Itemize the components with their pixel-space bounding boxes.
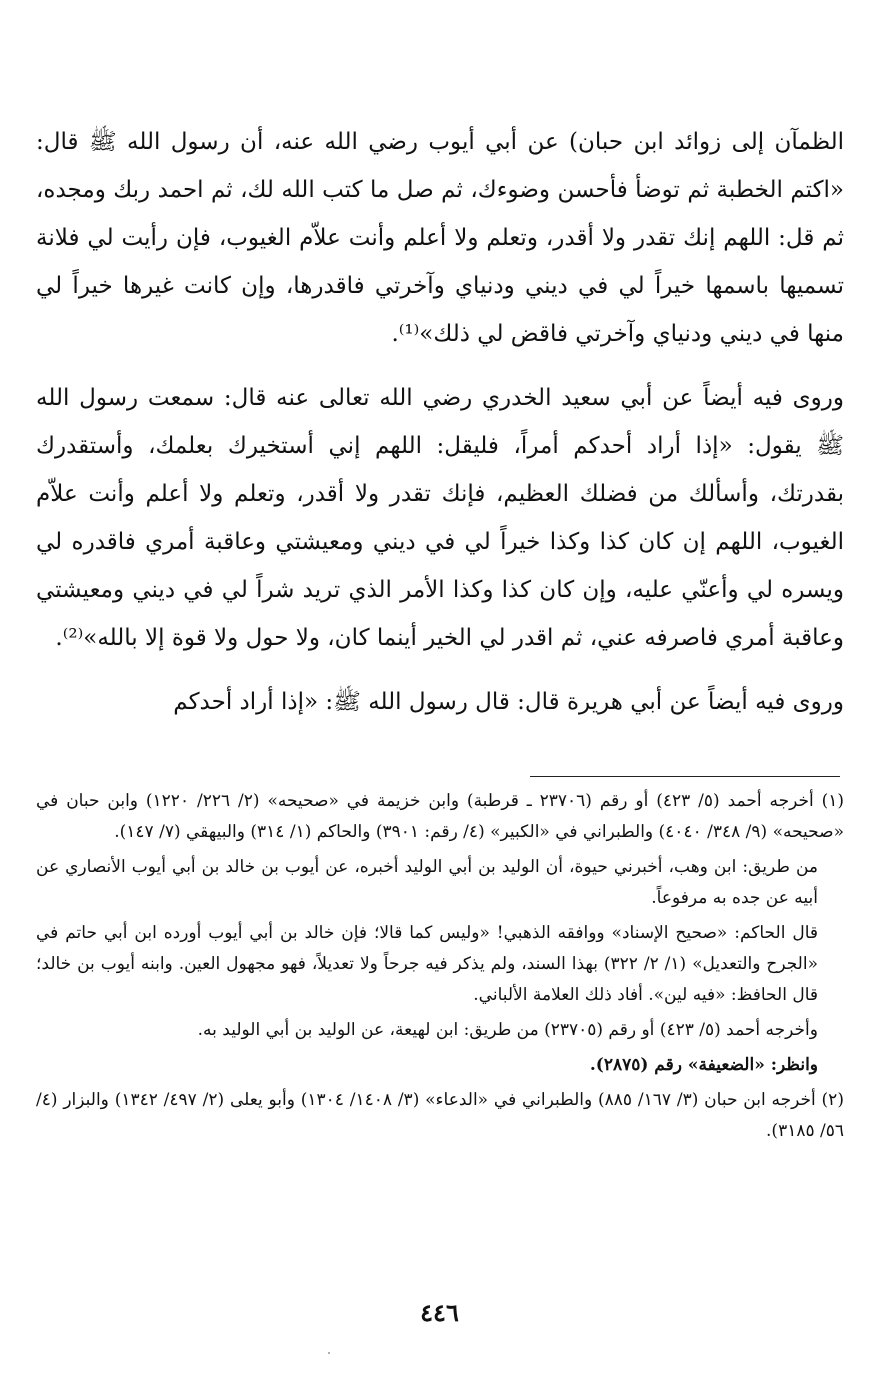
paragraph-2: وروى فيه أيضاً عن أبي سعيد الخدري رضي الله تعالى عنه قال: سمعت رسول الله ﷺ يقول: «إذا أراد أحدكم أمراً، فليقل: اللهم إني أستخيرك بعلمك، وأستقدرك بقدرتك، وأسألك من فضلك العظيم، فإنك تقدر ولا أقدر، وتعلم ولا أعلم وأنت علاّم الغيوب، اللهم إن كان كذا وكذا خيراً لي في ديني ومعيشتي وعاقبة أمري فاقدره لي ويسره لي وأعنّي عليه، وإن كان كذا وكذا الأمر الذي تريد شراً لي في ديني ومعيشتي وعاقبة أمري فاصرفه عني، ثم اقدر لي الخير أينما كان، ولا حول ولا قوة إلا بالله»⁽²⁾. xyxy=(36,385,844,651)
page-number: ٤٤٦ xyxy=(420,1298,459,1327)
footnote-1-see-also: وانظر: «الضعيفة» رقم (٢٨٧٥). xyxy=(589,1055,818,1075)
footnote-1: (١) أخرجه أحمد (٥/ ٤٢٣) أو رقم (٢٣٧٠٦ ـ قرطبة) وابن خزيمة في «صحيحه» (٢/ ٢٢٦/ ١٢٢٠) وابن حبان في «صحيحه» (٩/ ٣٤٨/ ٤٠٤٠) والطبراني في «الكبير» (٤/ رقم: ٣٩٠١) والحاكم (١/ ٣١٤) والبيهقي (٧/ ١٤٧). xyxy=(36,791,845,842)
paragraph-1: الظمآن إلى زوائد ابن حبان) عن أبي أيوب رضي الله عنه، أن رسول الله ﷺ قال: «اكتم الخطبة ثم توضأ فأحسن وضوءك، ثم صل ما كتب الله لك، ثم احمد ربك ومجده، ثم قل: اللهم إنك تقدر ولا أقدر، وتعلم ولا أعلم وأنت علاّم الغيوب، فإن رأيت لي فلانة تسميها باسمها خيراً لي في ديني ودنياي وآخرتي فاقدرها، وإن كانت غيرها خيراً لي منها في ديني ودنياي وآخرتي فاقض لي ذلك»⁽¹⁾. xyxy=(36,129,844,347)
main-text xyxy=(36,118,844,726)
footnote-1-alt-route: وأخرجه أحمد (٥/ ٤٢٣) أو رقم (٢٣٧٠٥) من طريق: ابن لهيعة، عن الوليد بن أبي الوليد به. xyxy=(197,1020,818,1040)
footnote-divider xyxy=(530,776,840,777)
footnote-1-grading: قال الحاكم: «صحيح الإسناد» ووافقه الذهبي! «وليس كما قالا؛ فإن خالد بن أبي أيوب أورده ابن أبي حاتم في «الجرح والتعديل» (١/ ٢/ ٣٢٢) بهذا السند، ولم يذكر فيه جرحاً ولا تعديلاً، فهو مجهول العين. وابنه أيوب بن خالد؛ قال الحافظ: «فيه لين». أفاد ذلك العلامة الألباني. xyxy=(36,923,818,1005)
footnote-1-chain: من طريق: ابن وهب، أخبرني حيوة، أن الوليد بن أبي الوليد أخبره، عن أيوب بن خالد بن أبي أيوب الأنصاري عن أبيه عن جده به مرفوعاً. xyxy=(36,857,818,908)
footnote-2: (٢) أخرجه ابن حبان (٣/ ١٦٧/ ٨٨٥) والطبراني في «الدعاء» (٣/ ١٤٠٨/ ١٣٠٤) وأبو يعلى (٢/ ٤٩٧/ ١٣٤٢) والبزار (٤/ ٥٦/ ٣١٨٥). xyxy=(36,1090,844,1141)
scan-speck xyxy=(328,1352,330,1354)
paragraph-3: وروى فيه أيضاً عن أبي هريرة قال: قال رسول الله ﷺ: «إذا أراد أحدكم xyxy=(173,689,844,715)
footnotes xyxy=(36,786,844,1151)
